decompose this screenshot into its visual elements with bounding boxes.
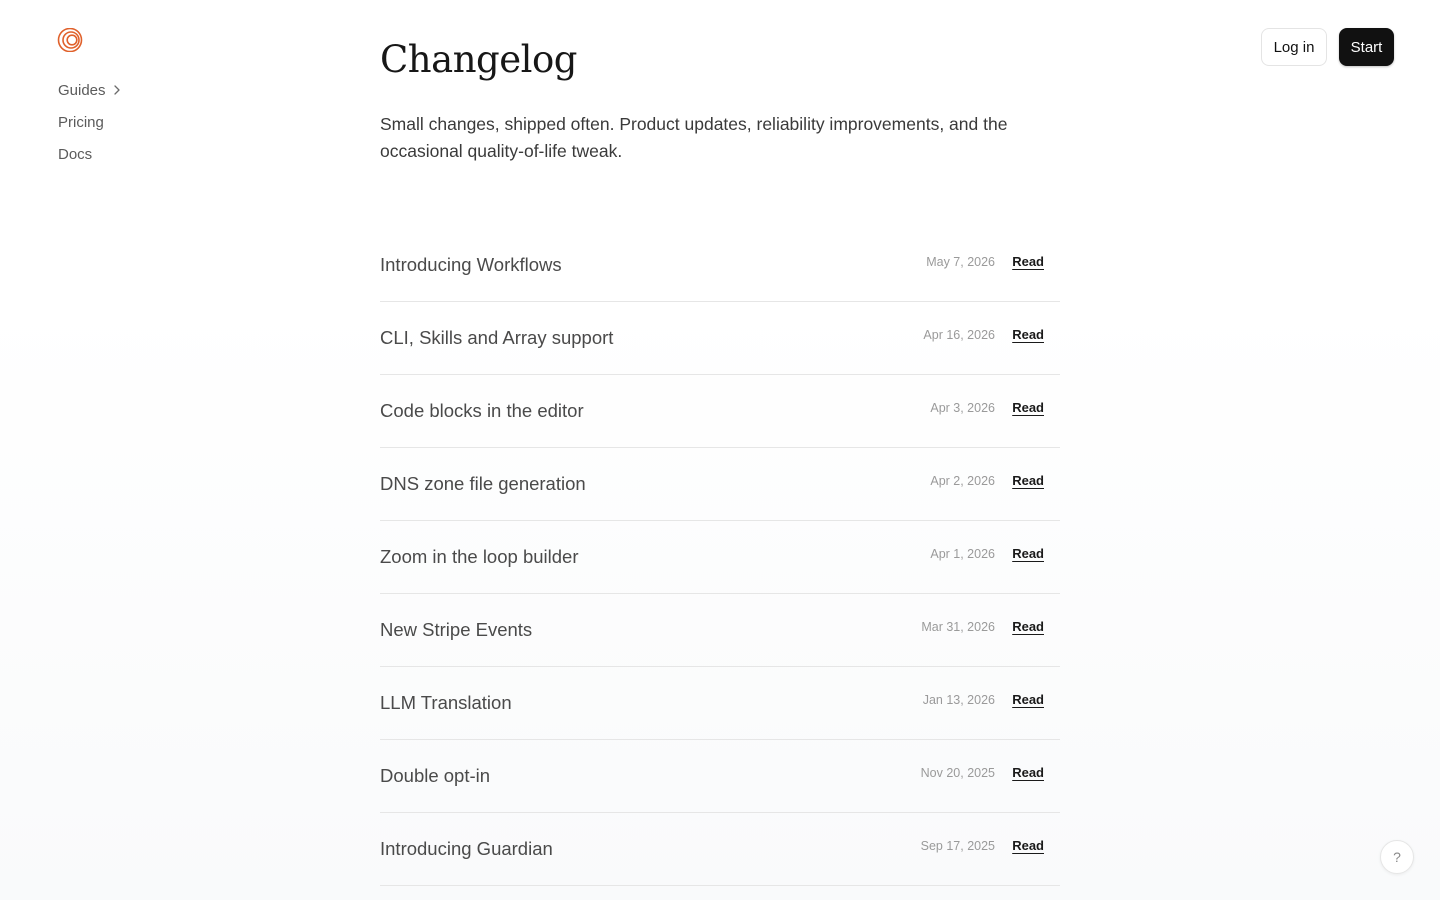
header-actions xyxy=(1261,28,1394,66)
entry-title[interactable]: New Stripe Events xyxy=(380,619,533,640)
sidebar-item-guides[interactable] xyxy=(58,74,122,106)
read-link[interactable]: Read xyxy=(1012,473,1044,488)
changelog-entry xyxy=(380,813,1060,886)
read-link[interactable]: Read xyxy=(1012,838,1044,853)
entry-title[interactable]: LLM Translation xyxy=(380,692,512,713)
entry-date: Mar 31, 2026 xyxy=(921,620,995,634)
changelog-entry xyxy=(380,521,1060,594)
read-link[interactable]: Read xyxy=(1012,765,1044,780)
sidebar-item-label: Docs xyxy=(58,145,93,163)
concentric-rings-logo-icon xyxy=(56,28,86,52)
entry-title[interactable]: Code blocks in the editor xyxy=(380,400,584,421)
entry-title[interactable]: Introducing Workflows xyxy=(380,254,562,275)
entry-date: Apr 2, 2026 xyxy=(930,474,995,488)
entry-date: Nov 20, 2025 xyxy=(920,766,995,780)
start-button[interactable]: Start xyxy=(1339,28,1394,66)
changelog-entry xyxy=(380,229,1060,302)
entry-date: Sep 17, 2025 xyxy=(920,839,995,853)
sidebar-nav xyxy=(58,74,122,170)
entry-title[interactable]: Zoom in the loop builder xyxy=(380,546,579,567)
entry-title[interactable]: DNS zone file generation xyxy=(380,473,586,494)
entry-date: May 7, 2026 xyxy=(926,255,995,269)
help-icon: ? xyxy=(1393,849,1401,865)
read-link[interactable]: Read xyxy=(1012,254,1044,269)
brand-logo[interactable] xyxy=(56,28,86,52)
changelog-entry xyxy=(380,667,1060,740)
read-link[interactable]: Read xyxy=(1012,400,1044,415)
page-intro: Small changes, shipped often. Product updates, reliability improvements, and the occasional quality-of-life tweak. xyxy=(380,114,1008,161)
changelog-entry xyxy=(380,740,1060,813)
help-button[interactable] xyxy=(1380,840,1414,874)
entry-date: Apr 16, 2026 xyxy=(923,328,995,342)
changelog-entry xyxy=(380,375,1060,448)
read-link[interactable]: Read xyxy=(1012,619,1044,634)
changelog-list xyxy=(380,229,1060,886)
sidebar-item-docs[interactable] xyxy=(58,138,122,170)
sidebar-item-pricing[interactable] xyxy=(58,106,122,138)
read-link[interactable]: Read xyxy=(1012,327,1044,342)
page-title: Changelog xyxy=(380,38,577,81)
entry-date: Jan 13, 2026 xyxy=(922,693,995,707)
read-link[interactable]: Read xyxy=(1012,546,1044,561)
entry-title[interactable]: Double opt-in xyxy=(380,765,491,786)
read-link[interactable]: Read xyxy=(1012,692,1044,707)
sidebar-item-label: Pricing xyxy=(58,113,104,131)
entry-date: Apr 3, 2026 xyxy=(930,401,995,415)
entry-title[interactable]: Introducing Guardian xyxy=(380,838,553,859)
changelog-entry xyxy=(380,594,1060,667)
chevron-right-icon xyxy=(114,85,122,95)
sidebar-item-label: Guides xyxy=(58,81,106,99)
login-button[interactable]: Log in xyxy=(1261,28,1327,66)
changelog-entry xyxy=(380,302,1060,375)
entry-date: Apr 1, 2026 xyxy=(930,547,995,561)
changelog-entry xyxy=(380,448,1060,521)
entry-title[interactable]: CLI, Skills and Array support xyxy=(380,327,614,348)
